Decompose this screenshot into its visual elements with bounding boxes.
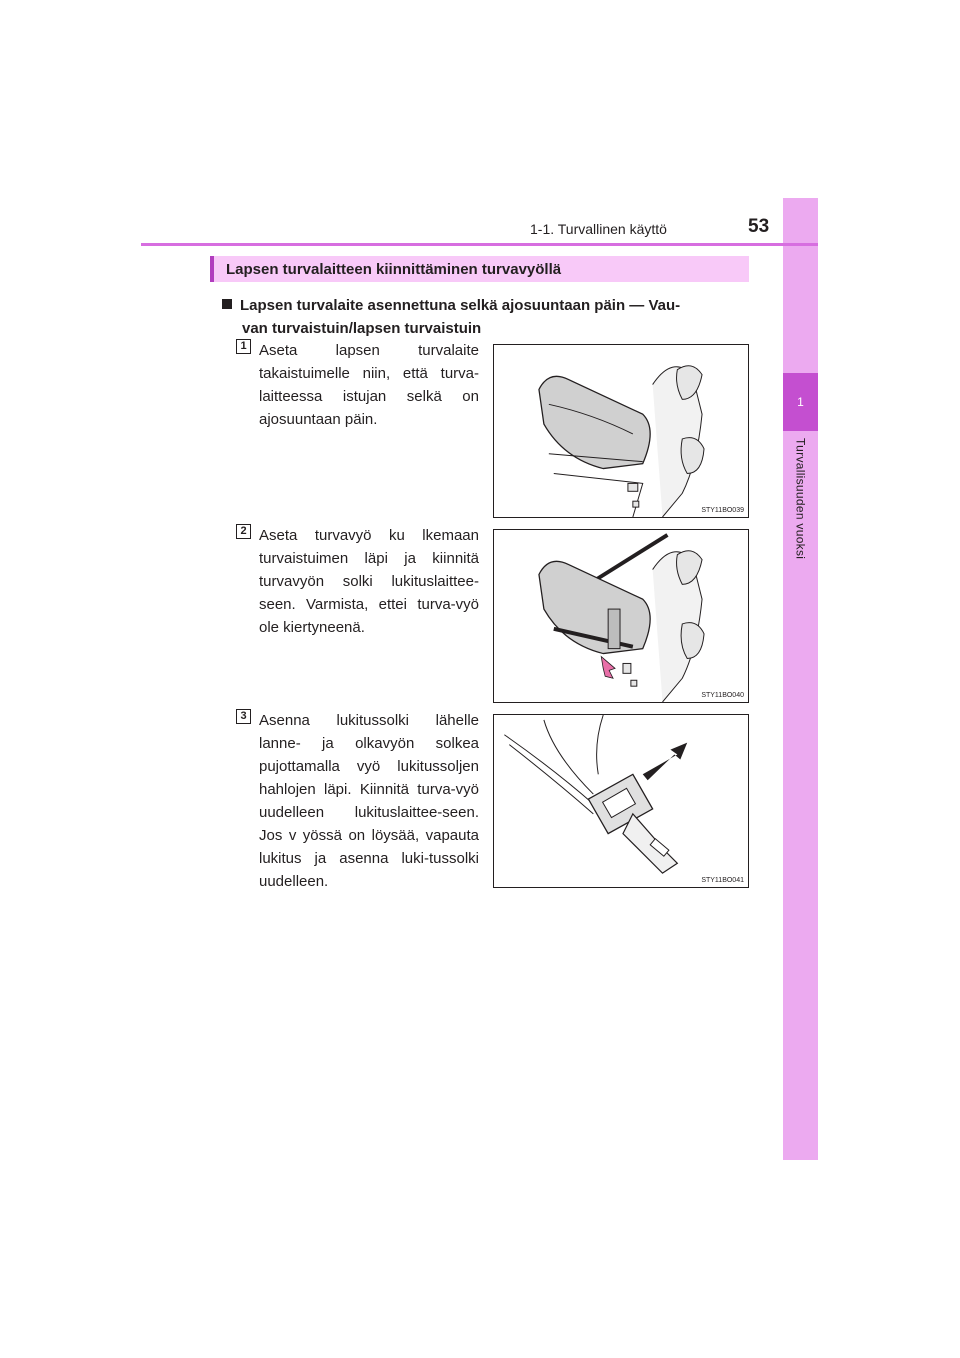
bullet-square-icon [222,299,232,309]
figure-code: STY11BO039 [701,507,744,514]
subheading [222,294,752,340]
locking-clip-illustration [494,715,748,887]
step-number-1: 1 [236,339,251,354]
chapter-side-tab [783,198,818,1160]
page-number: 53 [748,216,770,237]
seat-belt-routing-illustration [494,530,748,702]
section-reference: 1-1. Turvallinen käyttö [530,221,667,237]
subheading-line-2: van turvaistuin/lapsen turvaistuin [242,320,482,337]
figure-step-3 [493,714,749,888]
step-number-2: 2 [236,524,251,539]
figure-step-2 [493,529,749,703]
figure-step-1 [493,344,749,518]
step-text-3: Asenna lukitussolki lähelle lanne- ja olkavyön solkea pujottamalla vyö lukitussoljen hahlojen läpi. Kiinnitä turva-vyö uudelleen lukituslaittee-seen. Jos v yössä on löysää, vapauta lukitus ja asenna luki-tussolki uudelleen. [259,712,479,890]
section-title-bar [210,256,749,282]
figure-code: STY11BO041 [701,877,744,884]
subheading-line-1: Lapsen turvalaite asennettuna selkä ajosuuntaan päin — Vau- [240,297,681,314]
step-text-1: Aseta lapsen turvalaite takaistuimelle niin, että turva-laitteessa istujan selkä on ajosuuntaan päin. [259,342,479,428]
chapter-number-tab[interactable]: 1 [783,373,818,431]
car-seat-rear-facing-illustration [494,345,748,517]
step-number-3: 3 [236,709,251,724]
step-text-2: Aseta turvavyö ku lkemaan turvaistuimen läpi ja kiinnitä turvavyön solki lukituslaittee-seen. Varmista, ettei turva-vyö ole kiertyneenä. [259,527,479,636]
section-title: Lapsen turvalaitteen kiinnittäminen turvavyöllä [226,260,562,278]
figure-code: STY11BO040 [701,692,744,699]
header-divider [141,243,818,246]
chapter-label: Turvallisuuden vuoksi [793,438,808,560]
